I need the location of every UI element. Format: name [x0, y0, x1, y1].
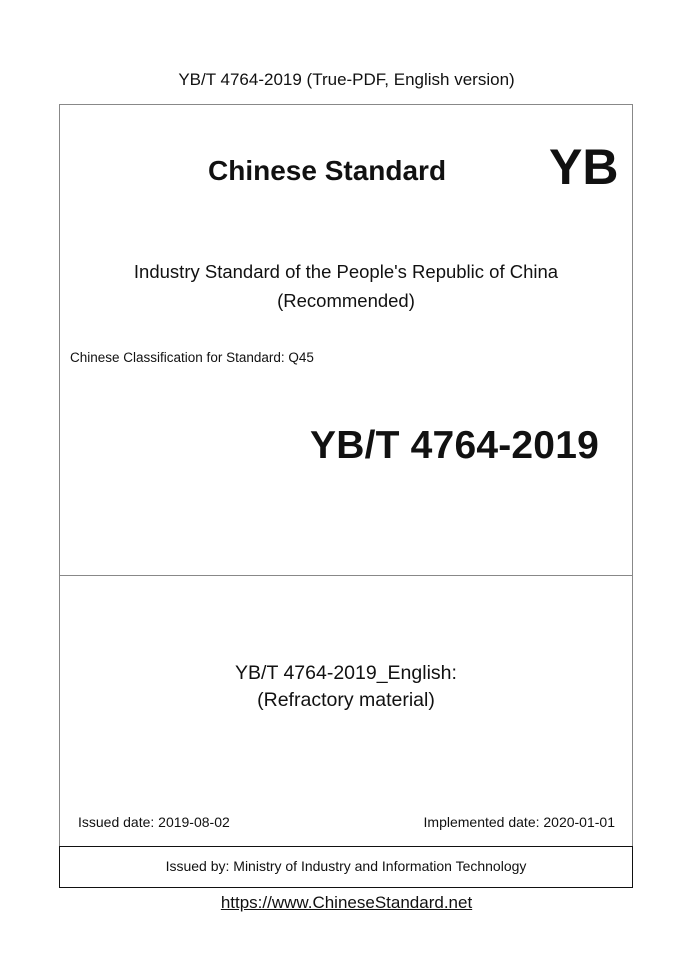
document-title-line-2: (Refractory material) [257, 689, 435, 711]
subtitle-line-1: Industry Standard of the People's Republic of China [133, 261, 559, 282]
issued-date: Issued date: 2019-08-02 [78, 814, 230, 830]
standard-code-badge: YB [549, 139, 619, 195]
document-title [59, 660, 633, 714]
cover-title: Chinese Standard [208, 155, 447, 186]
classification-label: Chinese Classification for Standard: Q45 [70, 350, 314, 365]
website-link[interactable]: https://www.ChineseStandard.net [220, 893, 473, 912]
document-title-line-1: YB/T 4764-2019_English: [235, 662, 457, 684]
page-header: YB/T 4764-2019 (True-PDF, English version) [178, 70, 515, 89]
standard-number: YB/T 4764-2019 [310, 424, 599, 467]
subtitle-line-2: (Recommended) [277, 290, 415, 311]
cover-subtitle [59, 257, 633, 315]
issuer-text: Issued by: Ministry of Industry and Information Technology [165, 858, 527, 874]
implemented-date: Implemented date: 2020-01-01 [423, 814, 615, 830]
